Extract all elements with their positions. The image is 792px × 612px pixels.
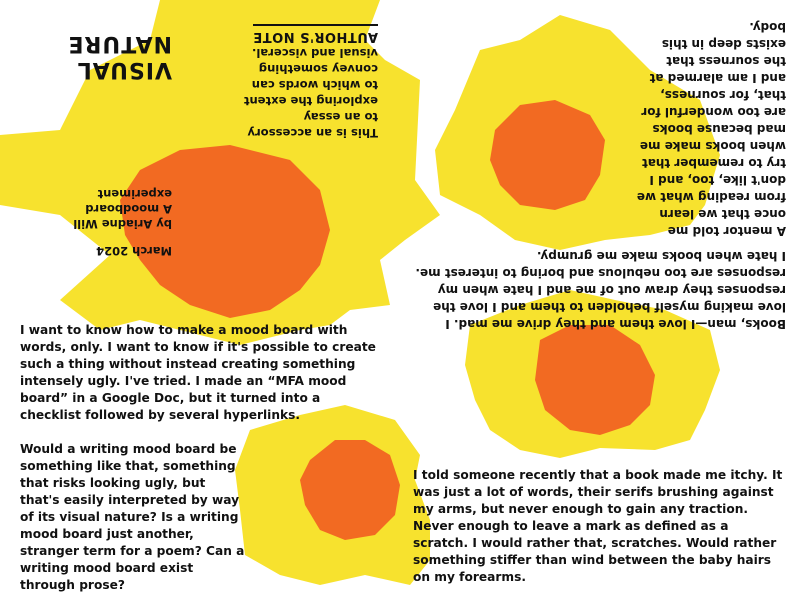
books-paragraph: Books, man—I love them and they drive me mad. I love making myself beholden to them and I love the responses they draw out of me and I hate when my responses are too nebulous and boring to interest me. I hate when books make me grumpy. [415, 249, 786, 331]
subtitle: A moodboard experiment [85, 187, 172, 216]
intro-paragraph-1: I want to know how to make a mood board with words, only. I want to know if it's possible to create such a thing without instead creating something intensely ugly. I've tried. I made an “MFA mood board” in a Google Doc, but it turned into a checklist followed by several hyperlinks. [20, 323, 376, 422]
byline: by Ariadne Will [73, 217, 172, 231]
mentor-paragraph: A mentor told me once that we learn from reading what we don't like, too, and I try to remember that when books make me mad because books are too wonderful for that, for sourness, and I am alarmed at the sourness that exists deep in this body. [636, 20, 786, 238]
date: March 2024 [96, 244, 172, 258]
authors-note [238, 20, 378, 141]
intro-paragraph-2: Would a writing mood board be something like that, something that risks looking ugly, but that's easily interpreted by way of its visual nature? Is a writing mood board just another, stranger term for a poem? Can a writing mood board exist through prose? [20, 442, 245, 592]
title-block [12, 30, 172, 258]
intro-block [20, 322, 380, 611]
authors-note-body: This is an accessory to an essay exploring the extent to which words can convey something visual and visceral. [243, 46, 378, 140]
books-block [414, 18, 786, 332]
authors-note-heading: AUTHOR'S NOTE [253, 24, 378, 44]
itchy-paragraph: I told someone recently that a book made me itchy. It was just a lot of words, their serifs brushing against my arms, but never enough to gain any traction. Never enough to leave a mark as defined as a scratch. I would rather that, scratches. Would rather something stiffer than wind between the baby hairs on my forearms. [413, 468, 783, 584]
page-title: VISUAL NATURE [67, 31, 172, 82]
